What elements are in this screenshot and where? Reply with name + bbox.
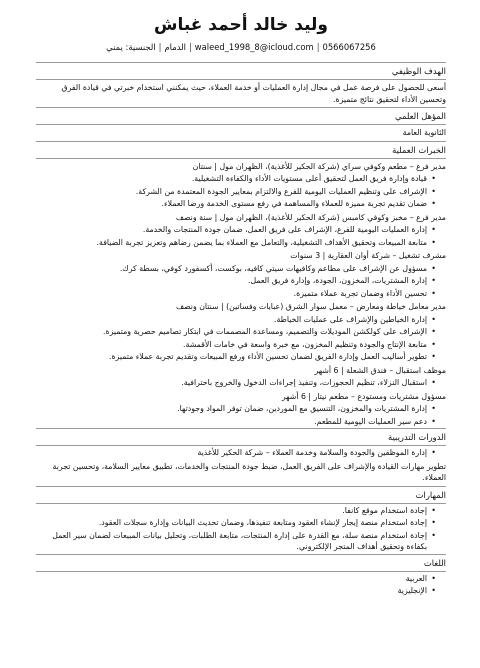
divider [36,445,446,446]
list-item: • إدارة المشتريات، المخزون، الجودة، وإدارة فريق العمل. [36,275,436,287]
job-entry [36,250,446,299]
contact-line [36,41,446,54]
nationality: الجنسية: يمني [106,42,156,52]
training-list [36,447,446,459]
divider [36,428,446,429]
job-entry [36,301,446,363]
list-item: • إجادة استخدام منصة إيجار لإنشاء العقود ومتابعة تنفيذها، وضمان تحديث البيانات وإدارة سجلات العقود. [36,517,436,529]
email-address: waleed_1998_8@icloud.com [194,42,314,52]
languages-list [36,573,446,597]
phone-number: 0566067256 [322,42,376,52]
job-title: مسؤول مشتريات ومستودع – مطعم نيتار | 6 أشهر [281,391,446,401]
list-item: • تحسين الأداء وضمان تجربة عملاء متميزة. [36,288,436,300]
divider [36,62,446,63]
list-item: • إجادة استخدام موقع كانفا. [36,505,436,517]
section-title-skills: المهارات [415,489,446,500]
section-title-training: الدورات التدريبية [388,432,446,442]
divider [36,571,446,572]
job-duties [36,377,446,389]
skills-list [36,505,446,553]
list-item: • إدارة الموظفين والجودة والسلامة وخدمة العملاء – شركة الحكير للأغذية [36,447,436,459]
job-duties [36,173,446,210]
list-item: • متابعة المبيعات وتحقيق الأهداف التشغيلية، والتعامل مع العملاء بما يضمن رضاهم وتعزيز تجربة الضيافة. [36,237,436,249]
contact-separator: | [188,42,192,52]
list-item: • الإشراف على كولكشن الموديلات والتصميم، ومساعدة المصممات في ابتكار تصاميم حصرية ومتميزة. [36,326,436,338]
city: الدمام [164,42,186,52]
job-title: مدير معامل خياطة ومعارض – معمل سوار الشرق (عبايات وفساتين) | سنتان ونصف [175,302,446,311]
divider [36,141,446,142]
job-duties [36,263,446,300]
list-item: • إدارة المشتريات والمخزون، التنسيق مع الموردين، ضمان توفر المواد وجودتها. [36,403,436,415]
list-item: • الإنجليزية [36,585,436,597]
job-entry [36,212,446,249]
section-title-experience: الخبرات العملية [392,144,446,155]
divider [36,107,446,108]
list-item: • إجادة استخدام منصة سلة، مع القدرة على إدارة المنتجات، متابعة الطلبات، وتحليل بيانات المبيعات لضمان سير العمل بكفاءة وتحقيق أهداف المتجر الإلكتروني. [36,530,436,553]
job-title: موظف استقبال – فندق الشعلة | 6 أشهر [314,365,446,375]
contact-separator: | [158,42,162,52]
divider [36,554,446,555]
job-duties [36,224,446,248]
list-item: • قيادة وإدارة فريق العمل لتحقيق أعلى مستويات الأداء والكفاءة التشغيلية. [36,173,436,185]
divider [36,486,446,487]
job-entry [36,391,446,428]
job-title: مدير فرع – مخبز وكوفي كامبس (شركة الحكير للأغذية)، الظهران مول | سنة ونصف [175,212,446,222]
candidate-name: وليد خالد أحمد غباش [154,15,328,35]
divider [36,79,446,80]
divider [36,158,446,159]
list-item: • الإشراف على وتنظيم العمليات اليومية للفرع والالتزام بمعايير الجودة المعتمدة من الشركة. [36,186,436,198]
education-item: الثانوية العامة [402,128,446,137]
job-duties [36,403,446,427]
job-entry [36,365,446,389]
contact-separator: | [316,42,320,52]
job-title: مدير فرع – مطعم وكوفي سراي (شركة الحكير للأغذية)، الظهران مول | سنتان [192,161,446,171]
list-item: • استقبال النزلاء، تنظيم الحجوزات، وتنفيذ إجراءات الدخول والخروج باحترافية. [36,377,436,389]
list-item: • ضمان تقديم تجربة مميزة للعملاء والمساهمة في رفع مستوى الخدمة ورضا العملاء. [36,198,436,210]
divider [36,503,446,504]
section-title-languages: اللغات [423,557,446,568]
list-item: • تطوير أساليب العمل وإدارة الفريق لضمان تحسين الأداء ورفع المبيعات وتقديم تجربة عملاء متميزة. [36,351,436,363]
list-item: • مسؤول عن الإشراف على مطاعم وكافيهات سيتي كافيه، بوكست، أكسفورد كوفي، بسطة كرك. [36,263,436,275]
divider [36,124,446,125]
objective-text: أسعى للحصول على فرصة عمل في مجال إدارة العمليات أو خدمة العملاء، حيث يمكنني استخدام خبرتي في قيادة الفرق وتحسين الأداء لتحقيق نتائج متميزة. [61,83,446,104]
list-item: • دعم سير العمليات اليومية للمطعم. [36,416,436,428]
section-title-education: المؤهل العلمي [395,111,446,121]
list-item: • إدارة العمليات اليومية للفرع، الإشراف على فريق العمل، ضمان جودة المنتجات والخدمة. [36,224,436,236]
training-text: تطوير مهارات القيادة والإشراف على الفريق العمل، ضبط جودة المنتجات والخدمات، تطبيق معايير السلامة، وتحسين تجربة العملاء. [52,461,446,482]
list-item: • إدارة الخياطين والإشراف على عمليات الخياطة. [36,314,436,326]
list-item: • متابعة الإنتاج والجودة وتنظيم المخزون، مع خبرة واسعة في خامات الأقمشة. [36,339,436,351]
job-title: مشرف تشغيل – شركة أوان العقارية | 3 سنوات [290,251,446,260]
job-duties [36,314,446,363]
job-entry [36,161,446,210]
list-item: • العربية [36,573,436,585]
section-title-objective: الهدف الوظيفي [391,66,446,76]
